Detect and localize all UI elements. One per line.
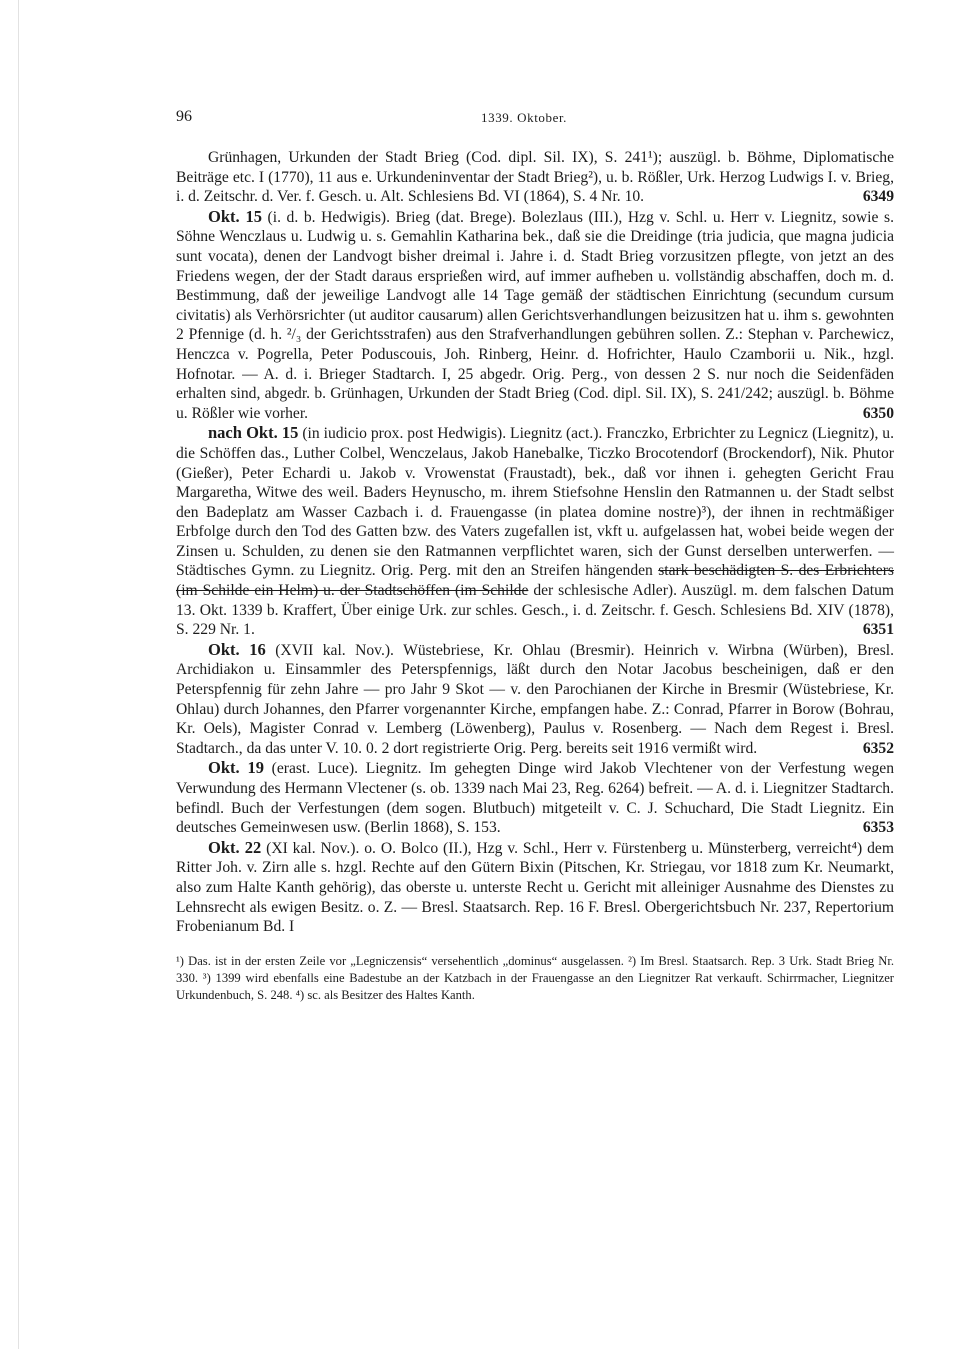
entry-body: (i. d. b. Hedwigis). Brieg (dat. Brege). Bolezlaus (III.), Hzg v. Schl. u. Herr v. Liegnitz, sowie s. Söhne Wenczlaus u. Ludwig u. s. Gemahlin Katharina bek., daß sie die Dreidinge (tria judicia, que magna judicia sunt vocata), denen der Landvogt bisher dreimal i. Jahre i. d. Stadt Brieg vorzusitzen pflegte, von jetzt an des Friedens wegen, der der Stadt daraus ersprießen wird, auf immer aufheben u. vollständig abschaffen, doch m. d. Bestimmung, daß der jeweilige Landvogt alle 14 Tage gemäß der städtischen Einrichtung (secundum cursum civitatis) als Verhörsrichter (ut auditor causarum) allen Gerichtsverhandlungen beizusitzen hat u. ihm s. gewohnten 2 Pfennige (d. h. ²/₃ der Gerichtsstrafen) aus den Strafverhandlungen gebühren sollen. Z.: Stephan v. Parchewicz, Henczca v. Pogrella, Peter Poduscouis, Joh. Rinberg, Heinr. d. Hofrichter, Haulo Czamborii u. Nik., hzgl. Hofnotar. — A. d. i. Brieger Stadtarch. I, 25 abgedr. Orig. Perg., von dessen 2 S. nur noch die Seidenfäden erhalten sind, abgedr. b. Grünhagen, Urkunden der Stadt Brieg (Cod. dipl. Sil. IX), S. 241/242; auszügl. b. Böhme u. Rößler wie vorher. <box>176 208 894 422</box>
entry-body: (XI kal. Nov.). o. O. Bolco (II.), Hzg v. Schl., Herr v. Fürstenberg u. Münsterberg, verreicht⁴) dem Ritter Joh. v. Zirn alle s. hzgl. Rechte auf den Gütern Bixin (Pitschen, Kr. Striegau, vor 1818 zum Kr. Neumarkt, also zum Halte Kanth gehörig), das oberste u. unterste Recht u. Gericht mit alleiniger Ausnahme des Dienstes zu Lehnsrecht als ewigen Besitz. o. Z. — Bresl. Staatsarch. Rep. 16 F. Bresl. Obergerichtsbuch Nr. 237, Repertorium Frobenianum Bd. I <box>176 839 894 936</box>
entry-text <box>176 148 894 207</box>
entry-body: (in iudicio prox. post Hedwigis). Liegnitz (act.). Franczko, Erbrichter zu Legnicz (Liegnitz), u. die Schöffen das., Luther Colbel, Wenczelaus, Jakob Hanebalke, Ticzko Brocotendorf (Brockendorf), Nik. Phutor (Gießer), Peter Echardi u. Jakob v. Vrowenstat (Fraustadt), bek., daß vor ihnen i. gehegten Gericht Frau Margaretha, Witwe des weil. Baders Heynuscho, m. ihrem Stiefsohne Henslin den Ratmannen u. der Stadt selbst den Badeplatz am Wasser Cazbach i. d. Frauengasse (in platea domine nostre)³), der ihnen in rechtmäßiger Erbfolge durch den Tod des Gatten bzw. des Vaters zugefallen ist, vkft u. aufgelassen hat, wobei beide wegen der Zinsen u. Schulden, zu denen sie den Ratmannen verpflichtet waren, sich der Gunst derselben unterwerfen. — Städtisches Gymn. zu Liegnitz. Orig. Perg. mit den an Streifen hängenden <box>176 425 894 580</box>
entry-number: 6350 <box>862 404 894 422</box>
entry-date: Okt. 15 <box>208 206 262 226</box>
running-title: 1339. Oktober. <box>481 110 568 125</box>
entry-number: 6352 <box>862 739 894 757</box>
footnotes <box>176 953 894 1005</box>
page-number: 96 <box>176 108 192 125</box>
entry-number: 6353 <box>862 819 894 837</box>
entry-6354 <box>176 838 894 937</box>
entry-date: Okt. 19 <box>208 758 264 778</box>
entry-number: 6351 <box>862 621 894 639</box>
entry-body: (XVII kal. Nov.). Wüstebriese, Kr. Ohlau (Bresmir). Heinrich v. Wirbna (Würben), Bresl. Archidiakon u. Einsammler des Peterspfennigs, läßt durch den Notar Jacobus bescheinigen, daß er den Peterspfennig für zehn Jahre — pro Jahr 9 Skot — v. den Parochianen der Kirche in Bresmir (Wüstebriese, Kr. Ohlau) durch Johannes, den Pfarrer vorgenannter Kirche, empfangen habe. Z.: Conrad, Pfarrer in Borow (Bohrau, Kr. Oels), Magister Conrad v. Lemberg (Löwenberg), Paulus v. Rosenberg. — Nach dem Regest i. Bresl. Stadtarch., da das unter V. 10. 0. 2 dort registrierte Orig. Perg. bereits seit 1916 vermißt wird. <box>176 641 894 757</box>
body-text <box>176 148 894 937</box>
document-page <box>176 108 894 1004</box>
entry-date: Okt. 16 <box>208 639 266 659</box>
entry-text <box>176 640 894 759</box>
scan-margin-line <box>18 0 19 1349</box>
struck-through-text: stark beschädigten S. des Erbrichters (im Schilde ein Helm) u. der Stadtschöffen (im Schilde <box>176 562 894 600</box>
entry-6352 <box>176 640 894 759</box>
entry-6353 <box>176 758 894 837</box>
entry-date: Okt. 22 <box>208 837 262 857</box>
entry-text <box>176 758 894 837</box>
entry-6350 <box>176 207 894 424</box>
entry-text <box>176 207 894 424</box>
entry-date: nach Okt. 15 <box>208 423 299 443</box>
entry-body-continued: der schlesische Adler). Auszügl. m. dem falschen Datum 13. Okt. 1339 b. Kraffert, Über einige Urk. zur schles. Gesch., i. d. Zeitschr. f. Gesch. Schlesiens Bd. XIV (1878), S. 229 Nr. 1. <box>176 582 895 639</box>
intro-text: Grünhagen, Urkunden der Stadt Brieg (Cod. dipl. Sil. IX), S. 241¹); auszügl. b. Böhme, Diplomatische Beiträge etc. I (1770), 11 aus e. Urkundeninventar der Stadt Brieg²), u. b. Rößler, Urk. Herzog Ludwigs I. v. Brieg, i. d. Zeitschr. d. Ver. f. Gesch. u. Alt. Schlesiens Bd. VI (1864), S. 4 Nr. 10. <box>176 149 894 206</box>
entry-intro <box>176 148 894 207</box>
footnote-text: ¹) Das. ist in der ersten Zeile vor „Legniczensis“ versehentlich „dominus“ ausgelassen. ²) Im Bresl. Staatsarch. Rep. 3 Urk. Stadt Brieg Nr. 330. ³) 1399 wird ebenfalls eine Badestube an der Katzbach in der Frauengasse an den Liegnitzer Rat verkauft. Schirrmacher, Liegnitzer Urkundenbuch, S. 248. ⁴) sc. als Besitzer des Haltes Kanth. <box>176 953 894 1003</box>
entry-text <box>176 423 894 640</box>
entry-body: (erast. Luce). Liegnitz. Im gehegten Dinge wird Jakob Vlechtener von der Verfestung wegen Verwundung des Hermann Vlectener (s. ob. 1339 nach Mai 23, Reg. 6264) befreit. — A. d. i. Liegnitzer Stadtarch. befindl. Buch der Verfestungen (dem sogen. Blutbuch) mitgeteilt v. C. J. Schuchard, Die Stadt Liegnitz. Ein deutsches Gemeinwesen usw. (Berlin 1868), S. 153. <box>176 760 894 837</box>
entry-text <box>176 838 894 937</box>
entry-number: 6349 <box>862 188 894 206</box>
entry-6351 <box>176 423 894 640</box>
page-header <box>176 108 894 130</box>
